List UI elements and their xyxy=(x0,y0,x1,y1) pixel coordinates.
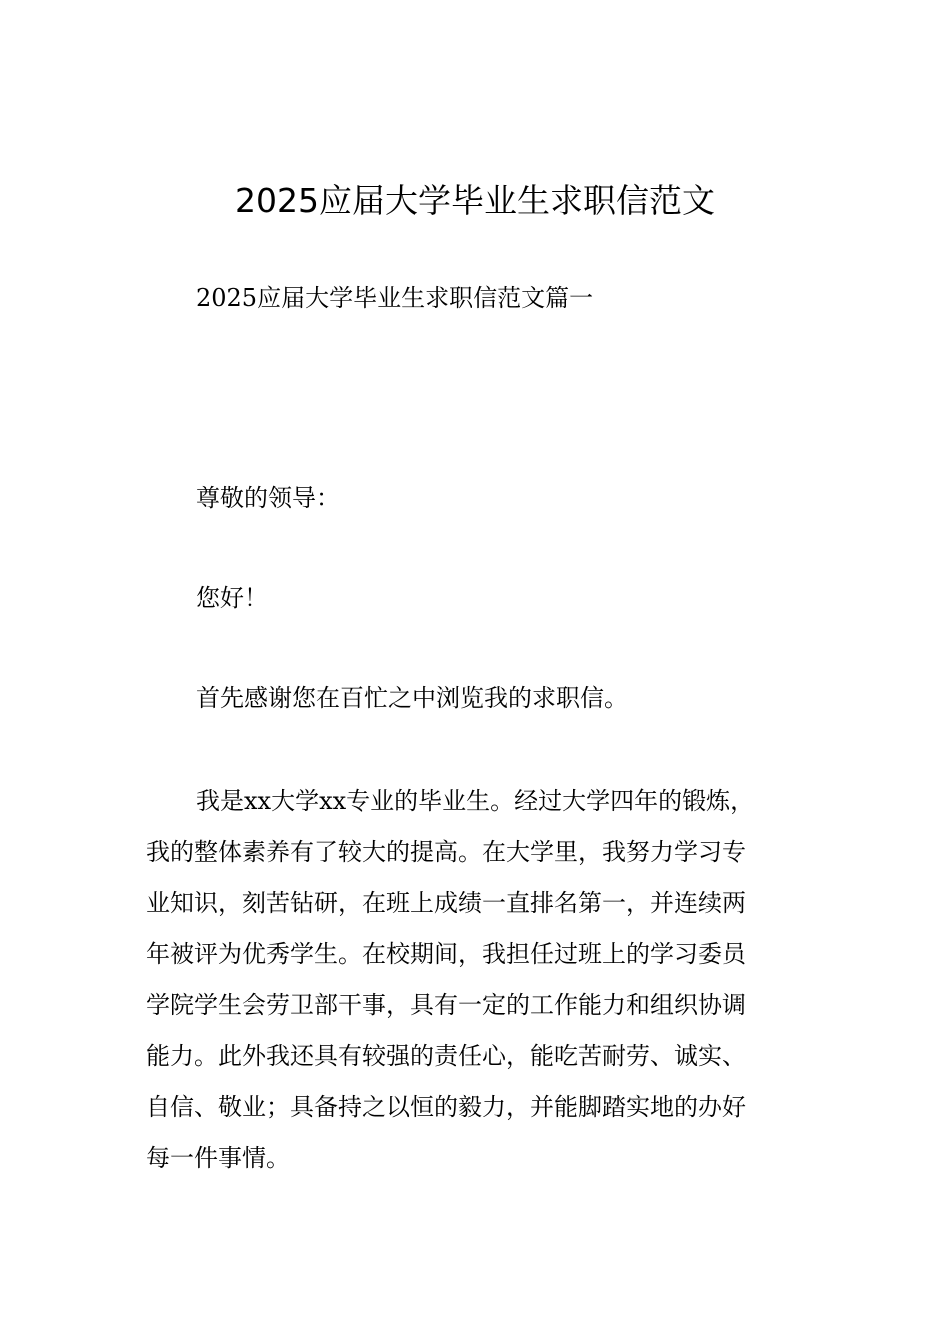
paragraph-line: 我是xx大学xx专业的毕业生。经过大学四年的锻炼， xyxy=(196,787,755,815)
greeting: 您好！ xyxy=(196,584,268,612)
section-subtitle: 2025应届大学毕业生求职信范文篇一 xyxy=(196,284,594,312)
paragraph-line: 自信、敬业；具备持之以恒的毅力，并能脚踏实地的办好 xyxy=(146,1093,746,1121)
paragraph-line: 业知识，刻苦钻研，在班上成绩一直排名第一，并连续两 xyxy=(146,889,746,917)
document-title: 2025应届大学毕业生求职信范文 xyxy=(235,181,715,220)
paragraph-line: 学院学生会劳卫部干事，具有一定的工作能力和组织协调 xyxy=(146,991,746,1019)
salutation: 尊敬的领导： xyxy=(196,484,340,512)
body-paragraph xyxy=(146,776,816,1184)
paragraph-line: 每一件事情。 xyxy=(146,1144,290,1172)
paragraph-line: 我的整体素养有了较大的提高。在大学里，我努力学习专 xyxy=(146,838,746,866)
thanks-paragraph: 首先感谢您在百忙之中浏览我的求职信。 xyxy=(196,684,628,712)
paragraph-line: 能力。此外我还具有较强的责任心，能吃苦耐劳、诚实、 xyxy=(146,1042,746,1070)
paragraph-line: 年被评为优秀学生。在校期间，我担任过班上的学习委员 xyxy=(146,940,746,968)
